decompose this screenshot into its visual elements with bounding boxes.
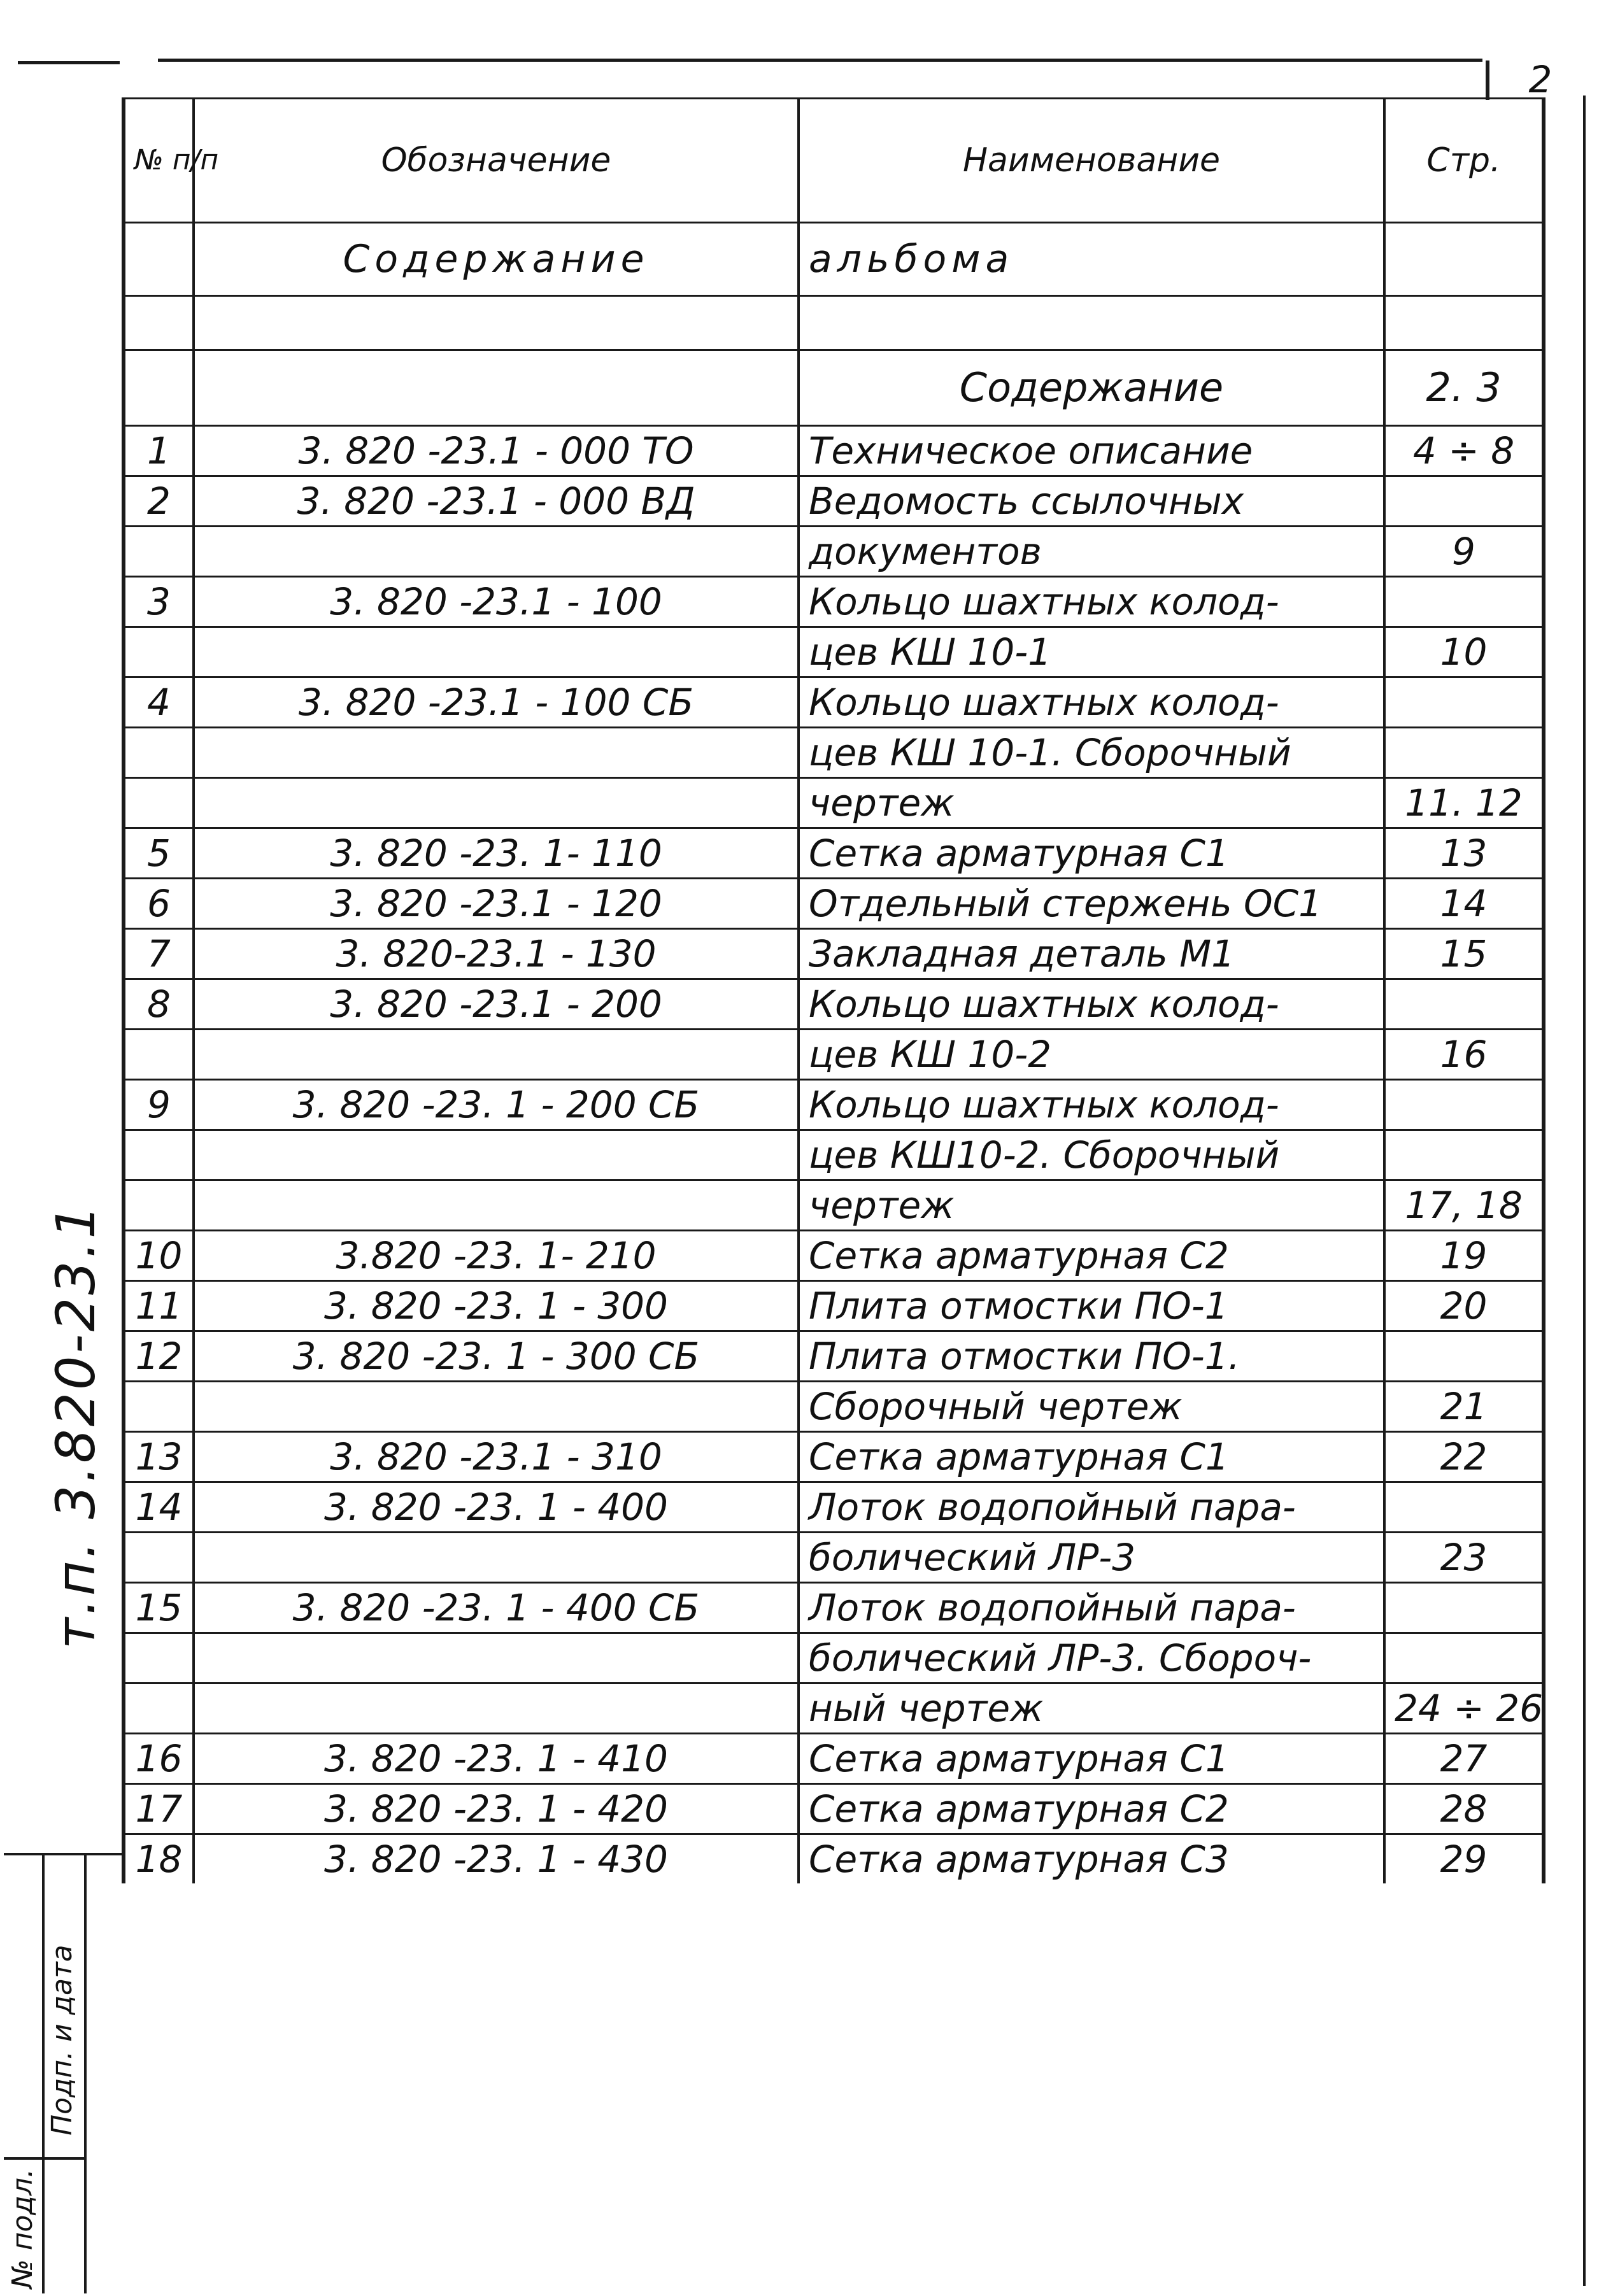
row-num: 10	[124, 1231, 194, 1281]
row-page: 29	[1384, 1834, 1544, 1884]
table-row	[124, 1030, 1544, 1080]
row-code	[194, 1382, 799, 1432]
row-page	[1384, 1633, 1544, 1683]
row-num	[124, 728, 194, 778]
table-row	[124, 828, 1544, 879]
row-page: 9	[1384, 527, 1544, 577]
row-code: 3. 820 -23. 1 - 420	[194, 1784, 799, 1834]
row-name: Сетка арматурная С1	[799, 828, 1384, 879]
row-num: 2	[124, 476, 194, 527]
row-code	[194, 1130, 799, 1180]
row-name: Сетка арматурная С2	[799, 1231, 1384, 1281]
row-page	[1384, 677, 1544, 728]
row-name: чертеж	[799, 778, 1384, 828]
stamp-original-no: № подл.	[6, 2169, 39, 2288]
row-num: 9	[124, 1080, 194, 1130]
row-num	[124, 527, 194, 577]
row-page: 24 ÷ 26	[1384, 1683, 1544, 1734]
row-name: ный чертеж	[799, 1683, 1384, 1734]
row-name: Кольцо шахтных колод-	[799, 677, 1384, 728]
right-margin-rule	[1583, 96, 1586, 2286]
row-num: 4	[124, 677, 194, 728]
row-name: Кольцо шахтных колод-	[799, 1080, 1384, 1130]
row-page: 28	[1384, 1784, 1544, 1834]
row-num: 15	[124, 1583, 194, 1633]
row-page: 15	[1384, 929, 1544, 979]
row-code	[194, 1633, 799, 1683]
row-page: 10	[1384, 627, 1544, 677]
row-page	[1384, 1583, 1544, 1633]
table-row	[124, 879, 1544, 929]
row-num: 6	[124, 879, 194, 929]
table-row	[124, 778, 1544, 828]
section-row	[124, 350, 1544, 426]
row-name: цев КШ 10-1	[799, 627, 1384, 677]
row-name: Закладная деталь М1	[799, 929, 1384, 979]
row-page	[1384, 1130, 1544, 1180]
row-page: 13	[1384, 828, 1544, 879]
row-num	[124, 1382, 194, 1432]
row-code: 3. 820 -23. 1- 110	[194, 828, 799, 879]
table-row	[124, 1231, 1544, 1281]
row-name: Сетка арматурная С3	[799, 1834, 1384, 1884]
row-code: 3. 820 -23.1 - 100 СБ	[194, 677, 799, 728]
row-page	[1384, 1482, 1544, 1533]
row-num: 12	[124, 1331, 194, 1382]
table-row	[124, 1583, 1544, 1633]
row-page: 22	[1384, 1432, 1544, 1482]
row-code: 3. 820 -23.1 - 200	[194, 979, 799, 1030]
row-code: 3. 820 -23. 1 - 300 СБ	[194, 1331, 799, 1382]
header-num: № п/п	[124, 99, 194, 223]
row-name: Сетка арматурная С2	[799, 1784, 1384, 1834]
row-num: 11	[124, 1281, 194, 1331]
stamp-divider	[84, 1855, 87, 2293]
table-row	[124, 979, 1544, 1030]
row-num: 1	[124, 426, 194, 476]
row-code: 3. 820 -23.1 - 120	[194, 879, 799, 929]
row-num: 3	[124, 577, 194, 627]
row-code	[194, 627, 799, 677]
row-page: 19	[1384, 1231, 1544, 1281]
row-name: Кольцо шахтных колод-	[799, 577, 1384, 627]
row-code: 3.820 -23. 1- 210	[194, 1231, 799, 1281]
row-num	[124, 1180, 194, 1231]
header-name: Наименование	[799, 99, 1384, 223]
table-row	[124, 1130, 1544, 1180]
table-row	[124, 577, 1544, 627]
row-name: Техническое описание	[799, 426, 1384, 476]
row-code: 3. 820-23.1 - 130	[194, 929, 799, 979]
row-code: 3. 820 -23.1 - 000 ТО	[194, 426, 799, 476]
row-num	[124, 1533, 194, 1583]
row-name: Кольцо шахтных колод-	[799, 979, 1384, 1030]
row-num: 18	[124, 1834, 194, 1884]
section-page: 2. 3	[1384, 350, 1544, 426]
row-num	[124, 1130, 194, 1180]
row-name: цев КШ 10-2	[799, 1030, 1384, 1080]
stamp-signature-date: Подп. и дата	[46, 1945, 78, 2136]
row-num: 8	[124, 979, 194, 1030]
side-title: т.п. 3.820-23.1	[45, 1202, 107, 1649]
stamp-cell-divider	[4, 2157, 84, 2160]
section-name: Содержание	[799, 350, 1384, 426]
row-name: цев КШ 10-1. Сборочный	[799, 728, 1384, 778]
table-row	[124, 1180, 1544, 1231]
row-code	[194, 1180, 799, 1231]
row-page: 14	[1384, 879, 1544, 929]
row-code: 3. 820 -23. 1 - 200 СБ	[194, 1080, 799, 1130]
row-code: 3. 820 -23. 1 - 400 СБ	[194, 1583, 799, 1633]
row-code	[194, 1683, 799, 1734]
row-code: 3. 820 -23.1 - 000 ВД	[194, 476, 799, 527]
table-row	[124, 1080, 1544, 1130]
row-name: чертеж	[799, 1180, 1384, 1231]
row-code: 3. 820 -23.1 - 310	[194, 1432, 799, 1482]
header-code: Обозначение	[194, 99, 799, 223]
row-num: 14	[124, 1482, 194, 1533]
row-name: Лоток водопойный пара-	[799, 1583, 1384, 1633]
table-row	[124, 1784, 1544, 1834]
header-page: Стр.	[1384, 99, 1544, 223]
row-num	[124, 1633, 194, 1683]
row-page	[1384, 1331, 1544, 1382]
row-page: 11. 12	[1384, 778, 1544, 828]
row-name: Лоток водопойный пара-	[799, 1482, 1384, 1533]
table-row	[124, 1482, 1544, 1533]
table-row	[124, 1432, 1544, 1482]
subtitle-left: Содержание	[194, 223, 799, 296]
table-row	[124, 1633, 1544, 1683]
row-name: Сетка арматурная С1	[799, 1432, 1384, 1482]
row-code: 3. 820 -23. 1 - 400	[194, 1482, 799, 1533]
row-page: 20	[1384, 1281, 1544, 1331]
row-page: 23	[1384, 1533, 1544, 1583]
table-header-row	[124, 99, 1544, 223]
top-rule-left	[18, 61, 120, 64]
row-name: Ведомость ссылочных	[799, 476, 1384, 527]
row-code	[194, 778, 799, 828]
table-row	[124, 1331, 1544, 1382]
row-num	[124, 1683, 194, 1734]
stamp-box	[4, 1853, 125, 2293]
stamp-divider	[42, 1855, 45, 2293]
row-page: 4 ÷ 8	[1384, 426, 1544, 476]
row-code	[194, 728, 799, 778]
row-name: болический ЛР-3. Сбороч-	[799, 1633, 1384, 1683]
row-num: 16	[124, 1734, 194, 1784]
album-subtitle-row	[124, 223, 1544, 296]
page-number: 2	[1486, 60, 1591, 100]
table-row	[124, 1683, 1544, 1734]
table-row	[124, 1281, 1544, 1331]
row-num: 13	[124, 1432, 194, 1482]
row-name: болический ЛР-3	[799, 1533, 1384, 1583]
row-code: 3. 820 -23. 1 - 410	[194, 1734, 799, 1784]
table-row	[124, 929, 1544, 979]
contents-table	[122, 97, 1545, 1883]
row-name: Плита отмостки ПО-1.	[799, 1331, 1384, 1382]
row-name: Сборочный чертеж	[799, 1382, 1384, 1432]
row-code: 3. 820 -23. 1 - 300	[194, 1281, 799, 1331]
row-page	[1384, 1080, 1544, 1130]
table-row	[124, 527, 1544, 577]
row-num	[124, 1030, 194, 1080]
row-num	[124, 778, 194, 828]
table-row	[124, 1834, 1544, 1884]
table-row	[124, 1734, 1544, 1784]
row-page	[1384, 728, 1544, 778]
table-row	[124, 627, 1544, 677]
table-row	[124, 426, 1544, 476]
row-num: 17	[124, 1784, 194, 1834]
row-page: 17, 18	[1384, 1180, 1544, 1231]
row-code: 3. 820 -23. 1 - 430	[194, 1834, 799, 1884]
row-code	[194, 1030, 799, 1080]
row-page: 27	[1384, 1734, 1544, 1784]
row-num: 5	[124, 828, 194, 879]
row-page	[1384, 979, 1544, 1030]
row-page	[1384, 476, 1544, 527]
row-code	[194, 527, 799, 577]
table-row	[124, 728, 1544, 778]
row-name: Сетка арматурная С1	[799, 1734, 1384, 1784]
row-num	[124, 627, 194, 677]
row-name: Плита отмостки ПО-1	[799, 1281, 1384, 1331]
blank-row	[124, 296, 1544, 350]
row-num: 7	[124, 929, 194, 979]
table-row	[124, 1382, 1544, 1432]
row-name: документов	[799, 527, 1384, 577]
table-row	[124, 677, 1544, 728]
row-name: цев КШ10-2. Сборочный	[799, 1130, 1384, 1180]
table-row	[124, 476, 1544, 527]
top-rule	[158, 59, 1482, 62]
subtitle-right: альбома	[799, 223, 1384, 296]
row-page: 16	[1384, 1030, 1544, 1080]
table-row	[124, 1533, 1544, 1583]
row-name: Отдельный стержень ОС1	[799, 879, 1384, 929]
row-page	[1384, 577, 1544, 627]
row-page: 21	[1384, 1382, 1544, 1432]
row-code: 3. 820 -23.1 - 100	[194, 577, 799, 627]
row-code	[194, 1533, 799, 1583]
